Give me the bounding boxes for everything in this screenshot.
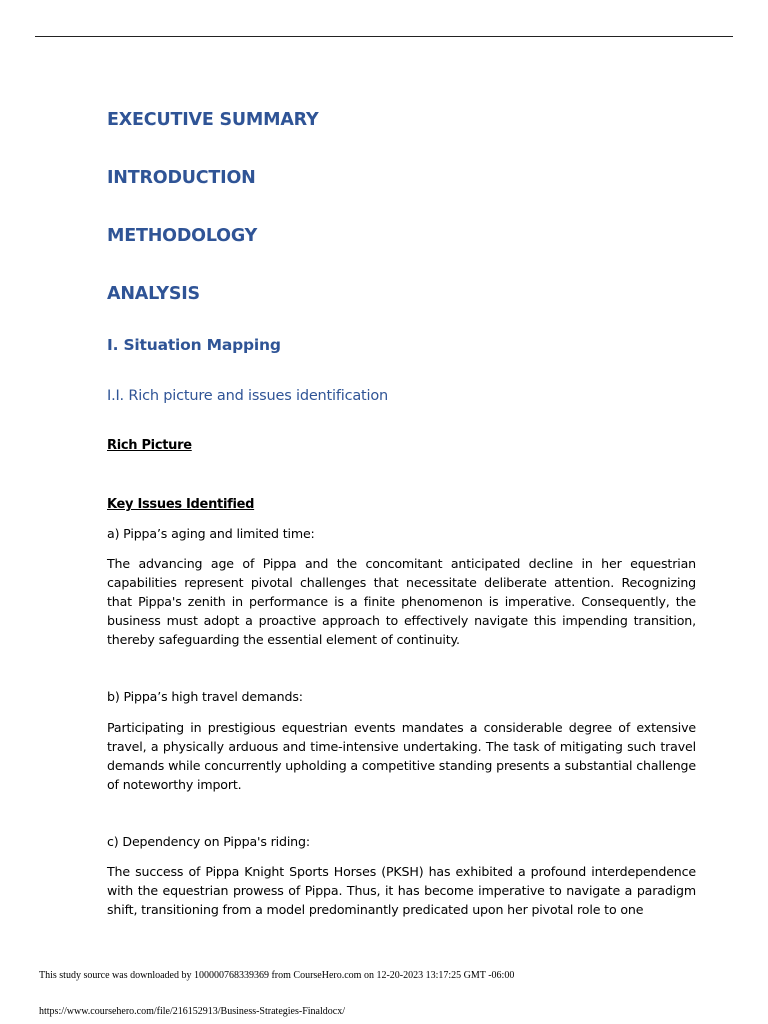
header-rule bbox=[35, 36, 733, 37]
heading-executive-summary: EXECUTIVE SUMMARY bbox=[107, 110, 319, 130]
issue-text-travel: Participating in prestigious equestrian events mandates a considerable degree of extensive travel, a physically arduous and time-intensive undertaking. The task of mitigating such travel demands while concurrently upholding a competitive standing presents a substantial challenge of noteworthy import. bbox=[107, 720, 696, 792]
section-title: I. Situation Mapping bbox=[107, 336, 281, 354]
issue-text-aging: The advancing age of Pippa and the concomitant anticipated decline in her equestrian capabilities represent pivotal challenges that necessitate deliberate attention. Recognizing that Pippa's zenith in performance is a finite phenomenon is imperative. Consequently, the business must adopt a proactive approach to effectively navigate this impending transition, thereby safeguarding the essential element of continuity. bbox=[107, 556, 696, 647]
key-issues-heading: Key Issues Identified bbox=[107, 497, 255, 512]
issue-label-travel: b) Pippa’s high travel demands: bbox=[107, 689, 303, 704]
heading-analysis: ANALYSIS bbox=[107, 284, 200, 304]
heading-methodology: METHODOLOGY bbox=[107, 226, 258, 246]
download-note: This study source was downloaded by 100000768339369 from CourseHero.com on 12-20-2023 13:17:25 GMT -06:00 bbox=[39, 970, 515, 981]
issue-label-aging: a) Pippa’s aging and limited time: bbox=[107, 526, 315, 541]
rich-picture-heading: Rich Picture bbox=[107, 438, 192, 453]
source-url[interactable]: https://www.coursehero.com/file/216152913/Business-Strategies-Finaldocx/ bbox=[39, 1006, 345, 1017]
issue-label-dependency: c) Dependency on Pippa's riding: bbox=[107, 834, 310, 849]
subsection-title: I.I. Rich picture and issues identification bbox=[107, 388, 389, 404]
issue-text-dependency: The success of Pippa Knight Sports Horses (PKSH) has exhibited a profound interdependence with the equestrian prowess of Pippa. Thus, it has become imperative to navigate a paradigm shift, transitioning from a model predominantly predicated upon her pivotal role to one bbox=[107, 864, 696, 917]
heading-introduction: INTRODUCTION bbox=[107, 168, 256, 188]
